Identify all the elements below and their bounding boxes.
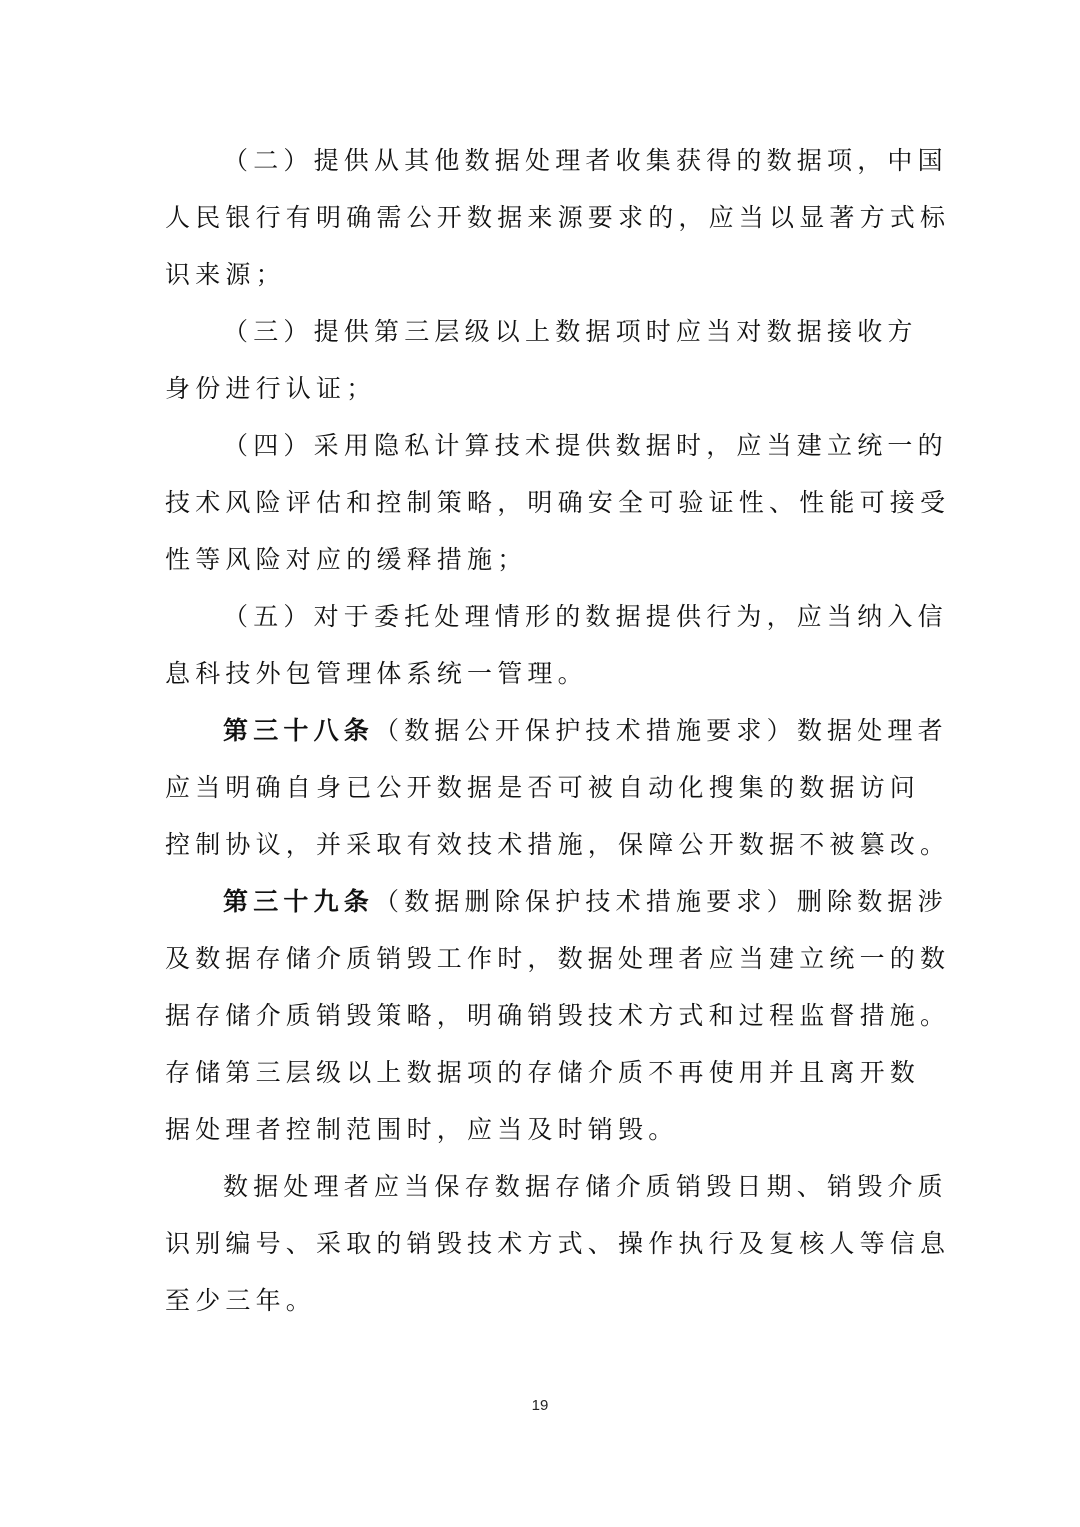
paragraph-line: 据存储介质销毁策略，明确销毁技术方式和过程监督措施。	[165, 1001, 951, 1030]
article-38-first-line	[165, 702, 948, 759]
paragraph-line: 控制协议，并采取有效技术措施，保障公开数据不被篡改。	[165, 830, 951, 859]
paragraph-line: （五）对于委托处理情形的数据提供行为，应当纳入信	[223, 602, 948, 631]
paragraph-line: 应当明确自身已公开数据是否可被自动化搜集的数据访问	[165, 773, 921, 802]
article-38-text: （数据公开保护技术措施要求）数据处理者	[374, 716, 948, 745]
paragraph-line: 识来源；	[165, 260, 286, 289]
paragraph-line: 存储第三层级以上数据项的存储介质不再使用并且离开数	[165, 1058, 921, 1087]
paragraph-line: 人民银行有明确需公开数据来源要求的，应当以显著方式标	[165, 203, 951, 232]
article-39-heading: 第三十九条	[223, 887, 375, 916]
body-text	[165, 132, 951, 1329]
paragraph-line: 据处理者控制范围时，应当及时销毁。	[165, 1115, 679, 1144]
article-38-heading: 第三十八条	[223, 716, 375, 745]
paragraph-line: （三）提供第三层级以上数据项时应当对数据接收方	[223, 317, 918, 346]
paragraph-line: 性等风险对应的缓释措施；	[165, 545, 528, 574]
paragraph-line: 技术风险评估和控制策略，明确安全可验证性、性能可接受	[165, 488, 951, 517]
paragraph-line: 数据处理者应当保存数据存储介质销毁日期、销毁介质	[223, 1172, 948, 1201]
paragraph-line: 息科技外包管理体系统一管理。	[165, 659, 588, 688]
article-39-text: （数据删除保护技术措施要求）删除数据涉	[374, 887, 948, 916]
paragraph-line: 识别编号、采取的销毁技术方式、操作执行及复核人等信息	[165, 1229, 951, 1258]
paragraph-line: （二）提供从其他数据处理者收集获得的数据项，中国	[223, 146, 948, 175]
paragraph-line: （四）采用隐私计算技术提供数据时，应当建立统一的	[223, 431, 948, 460]
page-number: 19	[531, 1397, 549, 1414]
paragraph-line: 身份进行认证；	[165, 374, 377, 403]
article-39-first-line	[165, 873, 948, 930]
paragraph-line: 及数据存储介质销毁工作时，数据处理者应当建立统一的数	[165, 944, 951, 973]
paragraph-line: 至少三年。	[165, 1286, 317, 1315]
